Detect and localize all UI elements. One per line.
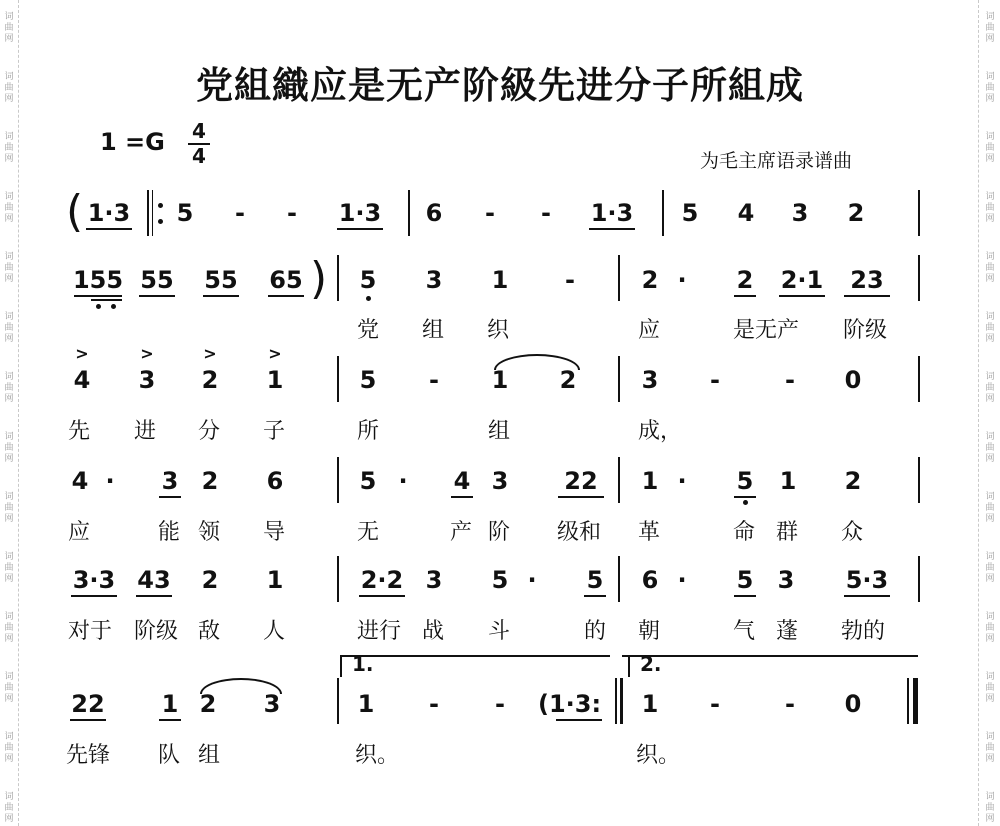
time-signature [186, 121, 212, 167]
note: 3 [138, 366, 156, 394]
barline [620, 678, 623, 724]
note: 6 [641, 566, 659, 594]
accent-mark: > [203, 344, 217, 363]
watermark-text: 词 曲 网 [4, 72, 14, 104]
note: 1 [266, 366, 284, 394]
barline [918, 556, 920, 602]
underline [268, 295, 304, 297]
watermark-text: 词 曲 网 [4, 252, 14, 284]
note: - [495, 690, 505, 718]
lyric: 组 [198, 743, 221, 768]
barline [918, 190, 920, 236]
close-parenthesis: ) [310, 253, 328, 304]
lyric: 应 [68, 520, 91, 545]
watermark-text: 词 曲 网 [985, 552, 995, 584]
underline [844, 295, 890, 297]
underline [556, 719, 602, 721]
lyric: 阶 [488, 520, 511, 545]
watermark-text: 词 曲 网 [4, 672, 14, 704]
note: 1 [491, 266, 509, 294]
note: 3 [641, 366, 659, 394]
note: 4 [737, 199, 755, 227]
note: 1 [641, 467, 659, 495]
underline [159, 496, 181, 498]
note: 2 [559, 366, 577, 394]
underline [203, 295, 239, 297]
barline [618, 556, 620, 602]
underline [337, 228, 383, 230]
watermark-text: 词 曲 网 [985, 312, 995, 344]
note: 55 [204, 266, 238, 294]
lyric: 的 [584, 619, 607, 644]
lyric: 群 [776, 520, 799, 545]
note: 2·2 [360, 566, 404, 594]
final-barline-thin [907, 678, 909, 724]
right-border-line [978, 0, 979, 826]
lyric: 组 [422, 318, 445, 343]
lyric: 织。 [355, 743, 400, 768]
note: 1·3 [338, 199, 382, 227]
underline [136, 595, 172, 597]
note: 0 [844, 366, 862, 394]
note: - [785, 366, 795, 394]
note: 23 [850, 266, 884, 294]
lyric: 勃的 [841, 619, 886, 644]
note: 2 [201, 366, 219, 394]
time-signature-top: 4 [192, 119, 206, 143]
watermark-text: 词 曲 网 [4, 192, 14, 224]
watermark-text: 词 曲 网 [4, 612, 14, 644]
note: 22 [564, 467, 598, 495]
lyric: 气 [733, 619, 756, 644]
note: - [565, 266, 575, 294]
watermark-text: 词 曲 网 [985, 612, 995, 644]
note: 3 [791, 199, 809, 227]
note: - [429, 366, 439, 394]
note: 1·3 [87, 199, 131, 227]
lyric: 织。 [636, 743, 681, 768]
barline [618, 457, 620, 503]
note: - [785, 690, 795, 718]
lyric: 级和 [557, 520, 602, 545]
note: 1 [266, 566, 284, 594]
lyric: 先锋 [66, 743, 111, 768]
note: 3 [425, 566, 443, 594]
lyric: 应 [638, 318, 661, 343]
lyric: 战 [422, 619, 445, 644]
note: 22 [71, 690, 105, 718]
note: 3·3 [72, 566, 116, 594]
note: 3 [491, 467, 509, 495]
note: · [527, 566, 537, 594]
note: 5·3 [845, 566, 889, 594]
note: · [677, 467, 687, 495]
note: 6 [266, 467, 284, 495]
accent-mark: > [75, 344, 89, 363]
barline [618, 255, 620, 301]
lyric: 领 [198, 520, 221, 545]
barline [337, 556, 339, 602]
note: 3 [777, 566, 795, 594]
lyric: 织 [487, 318, 510, 343]
underline [70, 719, 106, 721]
lyric: 导 [263, 520, 286, 545]
song-title: 党組織应是无产阶級先进分子所組成 [196, 64, 804, 107]
watermark-text: 词 曲 网 [985, 792, 995, 824]
barline [662, 190, 664, 236]
lyric: 革 [638, 520, 661, 545]
watermark-text: 词 曲 网 [4, 432, 14, 464]
underline [558, 496, 604, 498]
watermark-text: 词 曲 网 [985, 252, 995, 284]
watermark-text: 词 曲 网 [985, 432, 995, 464]
note: - [541, 199, 551, 227]
note: 2 [736, 266, 754, 294]
watermark-text: 词 曲 网 [4, 372, 14, 404]
underline [451, 496, 473, 498]
note: 4 [453, 467, 471, 495]
note: 1 [779, 467, 797, 495]
note: 5 [359, 266, 377, 294]
note: - [710, 366, 720, 394]
watermark-text: 词 曲 网 [985, 72, 995, 104]
lyric: 子 [263, 419, 286, 444]
note: 0 [844, 690, 862, 718]
watermark-text: 词 曲 网 [985, 132, 995, 164]
key-signature: 1 =G [100, 128, 165, 156]
lyric: 敌 [198, 619, 221, 644]
note: 5 [586, 566, 604, 594]
note: 5 [681, 199, 699, 227]
note: 2 [844, 467, 862, 495]
watermark-text: 词 曲 网 [985, 672, 995, 704]
barline [337, 356, 339, 402]
barline [147, 190, 149, 236]
watermark-text: 词 曲 网 [4, 12, 14, 44]
note: 5 [359, 366, 377, 394]
underline [734, 496, 756, 498]
note: · [677, 566, 687, 594]
note: 5 [736, 566, 754, 594]
note: 155 [72, 266, 124, 294]
barline [918, 457, 920, 503]
note: - [710, 690, 720, 718]
note: 3 [425, 266, 443, 294]
note: 1 [161, 690, 179, 718]
note: 1·3 [590, 199, 634, 227]
note: 6 [425, 199, 443, 227]
watermark-text: 词 曲 网 [4, 132, 14, 164]
time-signature-bottom: 4 [192, 144, 206, 168]
watermark-text: 词 曲 网 [985, 372, 995, 404]
lyric: 阶级 [134, 619, 179, 644]
first-ending-label: 1. [352, 652, 374, 676]
note: (1·3: [538, 690, 602, 718]
barline [337, 678, 339, 724]
barline [918, 356, 920, 402]
lyric: 是无产 [733, 318, 800, 343]
underline [589, 228, 635, 230]
note: 5 [176, 199, 194, 227]
note: 4 [71, 467, 89, 495]
volta-bracket-1-edge [340, 655, 342, 677]
watermark-text: 词 曲 网 [985, 492, 995, 524]
note: · [398, 467, 408, 495]
lyric: 党 [357, 318, 380, 343]
lyric: 进 [134, 419, 157, 444]
barline [615, 678, 617, 724]
lyric: 组 [488, 419, 511, 444]
left-border-line [18, 0, 19, 826]
underline [139, 295, 175, 297]
note: 43 [137, 566, 171, 594]
note: 2 [847, 199, 865, 227]
second-ending-label: 2. [640, 652, 662, 676]
note: 2 [199, 690, 217, 718]
note: 5 [491, 566, 509, 594]
note: 3 [161, 467, 179, 495]
lyric: 人 [263, 619, 286, 644]
note: - [235, 199, 245, 227]
underline [844, 595, 890, 597]
accent-mark: > [140, 344, 154, 363]
lyric: 众 [841, 520, 864, 545]
barline [152, 190, 153, 236]
low-octave-dot [111, 304, 116, 309]
lyric: 先 [68, 419, 91, 444]
lyric: 所 [357, 419, 380, 444]
barline [337, 457, 339, 503]
lyric: 阶级 [843, 318, 888, 343]
underline [86, 228, 132, 230]
underline [74, 295, 122, 297]
note: - [485, 199, 495, 227]
note: 3 [263, 690, 281, 718]
barline [918, 255, 920, 301]
barline [618, 356, 620, 402]
lyric: 朝 [638, 619, 661, 644]
underline [71, 595, 117, 597]
note: - [287, 199, 297, 227]
note: 5 [359, 467, 377, 495]
watermark-text: 词 曲 网 [4, 312, 14, 344]
lyric: 对于 [68, 619, 113, 644]
lyric: 蓬 [776, 619, 799, 644]
lyric: 分 [198, 419, 221, 444]
note: 65 [269, 266, 303, 294]
volta-bracket-1 [340, 655, 610, 657]
repeat-dot [158, 203, 163, 208]
lyric: 进行 [357, 619, 402, 644]
note: 4 [73, 366, 91, 394]
lyric: 队 [158, 743, 181, 768]
underline [734, 295, 756, 297]
lyric: 命 [733, 520, 756, 545]
underline [91, 299, 122, 301]
barline [337, 255, 339, 301]
repeat-dot [158, 219, 163, 224]
watermark-text: 词 曲 网 [4, 492, 14, 524]
lyric: 产 [450, 520, 473, 545]
attribution: 为毛主席语录谱曲 [700, 150, 853, 172]
lyric: 成， [638, 419, 683, 444]
low-octave-dot [366, 296, 371, 301]
low-octave-dot [743, 500, 748, 505]
note: 1 [641, 690, 659, 718]
lyric: 能 [158, 520, 181, 545]
low-octave-dot [96, 304, 101, 309]
watermark-text: 词 曲 网 [4, 732, 14, 764]
note: · [105, 467, 115, 495]
final-barline-thick [913, 678, 918, 724]
underline [584, 595, 606, 597]
note: 1 [357, 690, 375, 718]
accent-mark: > [268, 344, 282, 363]
note: 2·1 [780, 266, 824, 294]
watermark-text: 词 曲 网 [985, 12, 995, 44]
watermark-text: 词 曲 网 [985, 732, 995, 764]
barline [408, 190, 410, 236]
volta-bracket-2-edge [628, 655, 630, 677]
note: · [677, 266, 687, 294]
underline [359, 595, 405, 597]
watermark-text: 词 曲 网 [985, 192, 995, 224]
note: 2 [201, 566, 219, 594]
note: 1 [491, 366, 509, 394]
watermark-text: 词 曲 网 [4, 792, 14, 824]
note: 5 [736, 467, 754, 495]
note: 2 [201, 467, 219, 495]
underline [779, 295, 825, 297]
underline [159, 719, 181, 721]
volta-bracket-2 [622, 655, 918, 657]
underline [734, 595, 756, 597]
open-parenthesis: ( [66, 186, 84, 237]
lyric: 斗 [488, 619, 511, 644]
note: - [429, 690, 439, 718]
note: 55 [140, 266, 174, 294]
lyric: 无 [357, 520, 380, 545]
note: 2 [641, 266, 659, 294]
watermark-text: 词 曲 网 [4, 552, 14, 584]
